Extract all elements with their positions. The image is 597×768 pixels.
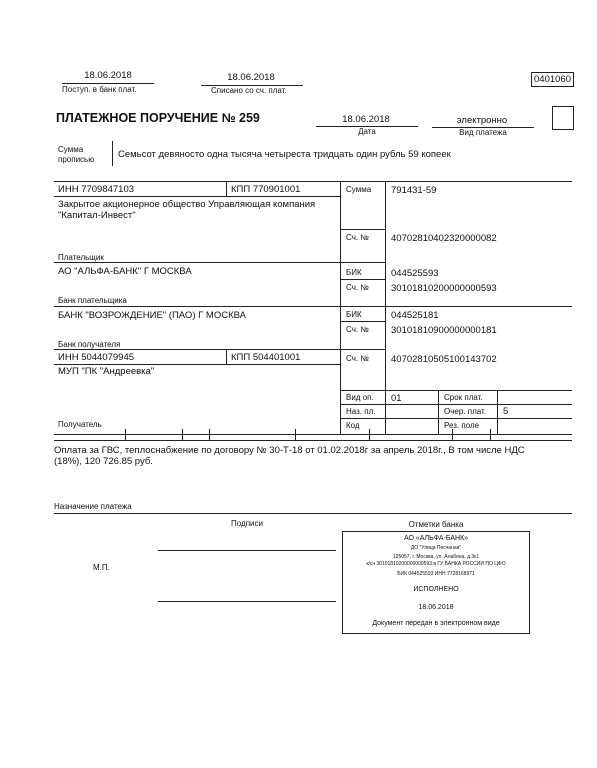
tax-field-divider-6 [452,429,453,440]
payment-order-label: Очер. плат. [444,407,487,416]
tax-field-divider-5 [369,429,370,440]
debited-date: 18.06.2018 [227,72,275,83]
payer-bottom-line [54,262,385,263]
status-box [552,106,574,130]
purpose-line-2: (18%), 120 726.85 руб. [54,456,153,467]
recipient-bank-bottom-line [54,349,385,350]
payer-bank-name: АО "АЛЬФА-БАНК" Г МОСКВА [58,266,192,277]
tax-field-divider-7 [490,429,491,440]
amount-words-divider [112,141,113,166]
purpose-line-1: Оплата за ГВС, теплоснабжение по договору № 30-Т-18 от 01.02.2018г за апрель 2018г., В том числе НДС [54,445,525,456]
amount-words-label-1: Сумма [58,145,84,154]
recipient-acc-label: Сч. № [346,354,369,363]
main-column-divider-1 [340,181,341,434]
payer-name-line-1: Закрытое акционерное общество Управляющая компания [58,199,316,210]
recipient-bank-acc-label: Сч. № [346,325,369,334]
recipient-bottom-line [54,434,572,435]
recipient-bank-label: Банк получателя [58,340,121,349]
stamp-note: Документ передан в электронном виде [372,620,500,627]
stamp-corr-account: к/сч 30101810200000000593 в ГУ БАНКА РОССИИ ПО ЦФО [366,561,506,567]
bik-cell-bottom [340,279,385,280]
recipient-bank-name: БАНК "ВОЗРОЖДЕНИЕ" (ПАО) Г МОСКВА [58,310,246,321]
recipient-name: МУП "ПК "Андреевка" [58,366,155,377]
payer-bank-bottom-line [54,306,572,307]
received-date-line [62,83,154,84]
payer-kpp: КПП 770901001 [231,184,301,195]
recipient-bank-bik: 044525181 [391,310,439,321]
payer-account-value: 40702810402320000082 [391,233,497,244]
received-date: 18.06.2018 [84,70,132,81]
payer-account-label: Сч. № [346,233,369,242]
recipient-inn: ИНН 5044079945 [58,352,135,363]
stamp-place-label: М.П. [93,563,110,572]
main-column-divider-2 [385,181,386,434]
recipient-bank-bik-label: БИК [346,310,362,319]
amount-words-bottom-line [54,181,572,182]
payment-order-value: 5 [503,406,509,417]
payment-term-label: Срок плат. [444,393,483,402]
codes-top-line [340,390,572,391]
payment-type-label: Вид платежа [459,128,507,137]
tax-fields-bottom-line [54,440,572,441]
signature-line-2 [158,601,336,602]
signature-line-1 [158,550,336,551]
stamp-status: ИСПОЛНЕНО [413,586,459,593]
payer-bank-bik-label: БИК [346,268,362,277]
codes-line-3 [340,418,572,419]
received-date-label: Поступ. в банк плат. [62,85,137,94]
payer-bank-acc-label: Сч. № [346,283,369,292]
document-date: 18.06.2018 [342,114,390,125]
purpose-bottom-line [54,513,572,514]
stamp-ids: БИК 044525593 ИНН 7728168971 [397,571,475,577]
inn-line [54,196,340,197]
stamp-branch: ДО "Улица Песчаная" [410,545,462,551]
payer-bank-acc: 30101810200000000593 [391,283,497,294]
recipient-bank-acc: 30101810900000000181 [391,325,497,336]
recipient-acc: 40702810505100143702 [391,354,497,365]
payer-bank-label: Банк плательщика [58,296,127,305]
recipient-inn-line [54,364,340,365]
op-type-label: Вид оп. [346,393,374,402]
reserve-field-label: Рез. поле [444,421,480,430]
codes-line-2 [340,404,572,405]
bank-marks-label: Отметки банка [408,520,464,529]
recipient-bik-cell-bottom [340,321,385,322]
debited-date-label: Списано со сч. плат. [211,86,287,95]
payer-label: Плательщик [58,253,104,262]
payment-type: электронно [456,115,508,126]
payer-name-line-2: "Капитал-Инвест" [58,210,136,221]
stamp-date: 18.06.2018 [418,604,454,611]
op-type-value: 01 [391,393,402,404]
code-label: Код [346,421,360,430]
payer-inn: ИНН 7709847103 [58,184,135,195]
amount-words-label-2: прописью [58,155,95,164]
sum-value: 791431-59 [391,185,437,196]
bank-stamp [342,531,530,634]
stamp-bank-name: АО «АЛЬФА-БАНК» [403,535,469,542]
purpose-label: Назначение платежа [54,502,132,511]
codes-divider-1 [438,390,439,434]
signatures-label: Подписи [231,519,263,528]
purpose-code-label: Наз. пл. [346,407,376,416]
document-date-label: Дата [358,127,376,136]
tax-field-divider-3 [209,429,210,440]
tax-field-divider-4 [295,429,296,440]
recipient-kpp: КПП 504401001 [231,352,301,363]
form-code: 0401060 [531,72,574,87]
tax-field-divider-2 [182,429,183,440]
codes-divider-2 [497,390,498,434]
tax-field-divider-1 [125,429,126,440]
amount-words: Семьсот девяносто одна тысяча четыреста тридцать один рубль 59 копеек [118,149,451,160]
sum-label: Сумма [346,185,372,194]
document-title: ПЛАТЕЖНОЕ ПОРУЧЕНИЕ № 259 [56,111,260,125]
stamp-address: 125057, г. Москва, ул. Алабяна, д.3к1 [392,554,480,560]
sum-cell-bottom [340,229,385,230]
inn-kpp-divider [226,181,227,196]
payer-bank-bik: 044525593 [391,268,439,279]
recipient-label: Получатель [58,420,102,429]
recipient-inn-kpp-divider [226,349,227,364]
